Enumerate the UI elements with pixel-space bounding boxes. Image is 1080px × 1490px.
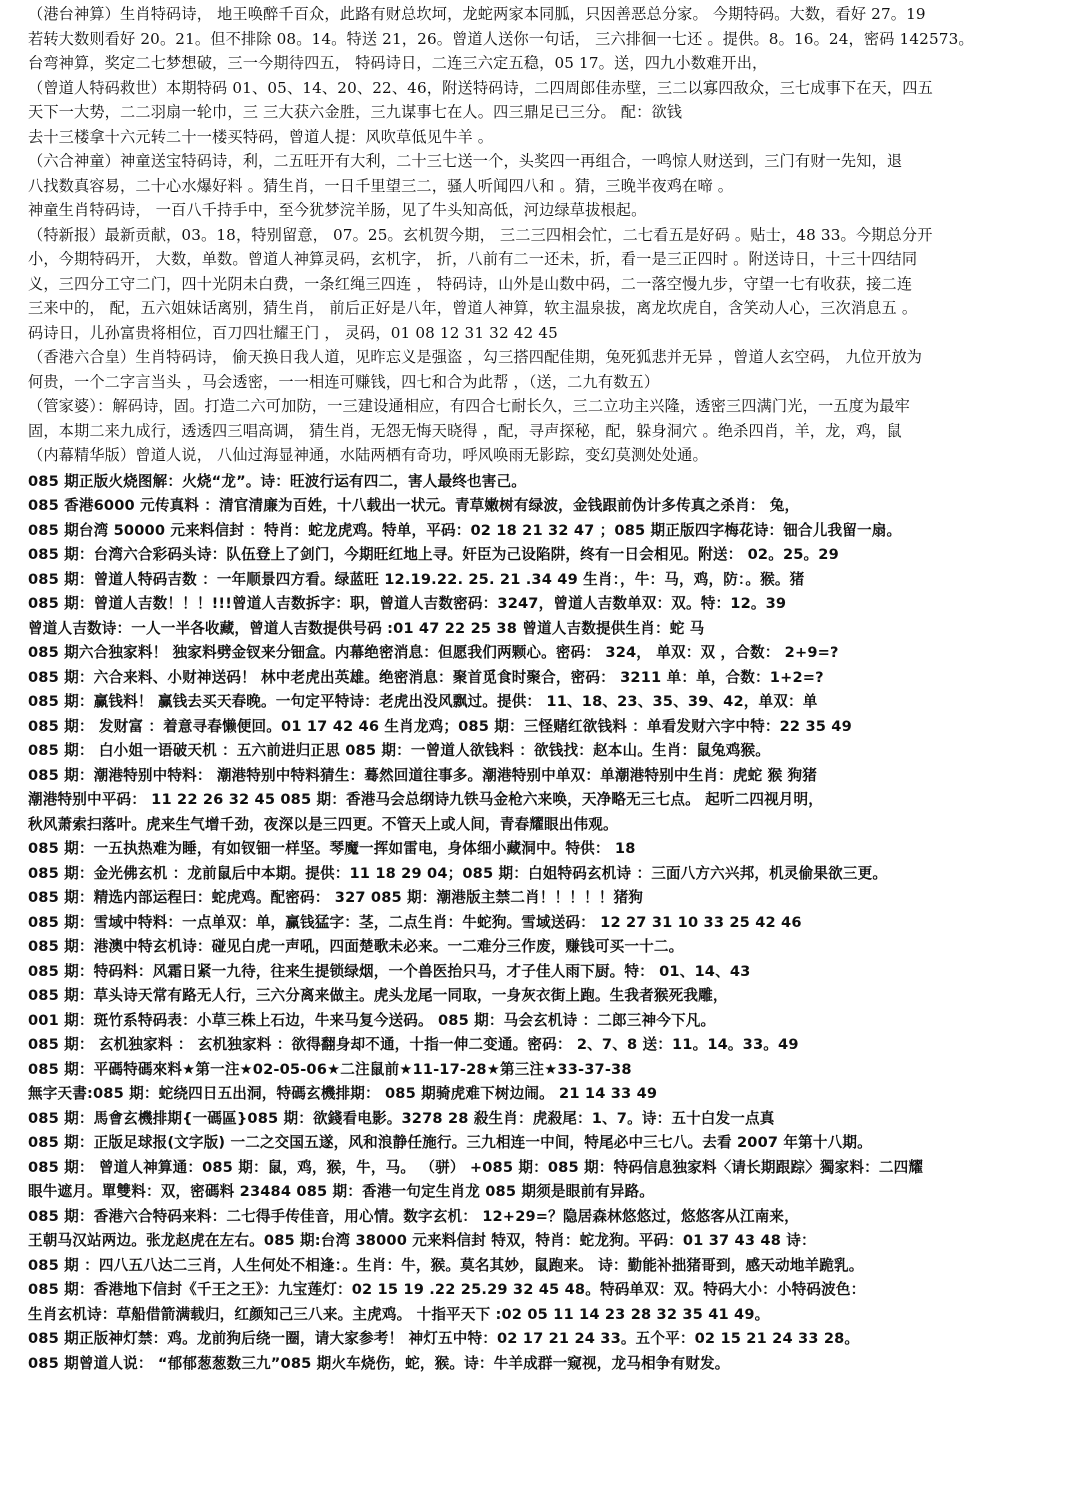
- text-line: 生肖玄机诗：草船借箭满载归，红颜知己三八来。主虎鸡。 十指平天下 :02 05 11 14 23 28 32 35 41 49。: [28, 1305, 770, 1323]
- text-line: 無字天書:085 期：蛇绕四日五出洞，特碼玄機排期： 085 期骑虎难下树边闹。 21 14 33 49: [28, 1085, 658, 1102]
- text-line: （曾道人特码救世）本期特码 01、05、14、20、22、46，附送特码诗，二四周郎佳赤壁，三二以寡四敌众，三七成事下在天，四五: [28, 78, 933, 97]
- text-line: 固，本期二来九成行，透透四三唱高调， 猜生肖，无怨无悔天晓得 ，配，寻声探秘，配，躲身洞穴 。绝杀四肖，羊，龙，鸡，鼠: [28, 421, 902, 440]
- text-line: 台弯神算，奖定二七梦想破，三一今期待四五， 特码诗日，二连三六定五稳，05 17。送，四九小数难开出，: [28, 54, 768, 72]
- text-line: 085 期：赢钱料！ 赢钱去买天春晚。一句定平特诗：老虎出没风飘过。提供： 11、18、23、35、39、42，单双：单: [28, 693, 818, 710]
- text-line: 085 期正版火烧图解：火烧“龙”。诗：旺波行运有四二，害人最终也害己。: [28, 472, 526, 490]
- text-line: 若转大数则看好 20。21。但不排除 08。14。特送 21，26。曾道人送你一句话， 三六排徊一七还 。提供。8。16。24，密码 142573。: [28, 29, 974, 48]
- text-line: 秋风萧索扫落叶。虎来生气增千劲，夜深以是三四更。不管天上或人间，青春耀眼出伟观。: [28, 815, 618, 833]
- text-line: 085 期：一五执热难为睡，有如钗钿一样坚。琴魔一挥如雷电，身体细小藏洞中。特供： 18: [28, 840, 636, 857]
- text-line: 085 期正版神灯禁：鸡。龙前狗后绕一圈，请大家参考！ 神灯五中特：02 17 21 24 33。五个平：02 15 21 24 33 28。: [28, 1330, 860, 1347]
- text-line: 085 期曾道人说： “郁郁葱葱数三九”085 期火车烧伤，蛇，猴。诗：牛羊成群一窥视，龙马相争有财发。: [28, 1354, 730, 1372]
- text-line: 085 期：港澳中特玄机诗：碰见白虎一声吼，四面楚歌未必来。一二难分三作废，赚钱可买一十二。: [28, 938, 684, 955]
- text-line: 小，今期特码开， 大数，单数。曾道人神算灵码，玄机字， 折，八前有二一还未，折，看一是三正四时 。附送诗日，十三十四结同: [28, 250, 918, 268]
- text-line: 神童生肖特码诗， 一百八千持手中，至今犹梦浣羊肠，见了牛头知高低，河边绿草拔根起。: [28, 201, 647, 219]
- text-line: 085 香港6000 元传真料 ：清官清廉为百姓，十八载出一状元。青草嫩树有绿波，金钱跟前伪计多传真之杀肖： 兔，: [28, 497, 800, 514]
- text-line: 085 期：馬會玄機排期{一碼區}085 期：欲錢看电影。3278 28 殺生肖：虎殺尾：1、7。诗：五十白发一点真: [28, 1109, 775, 1127]
- document-page: [28, 2, 1064, 1376]
- text-line: 085 期：金光佛玄机 ：龙前鼠后中本期。提供：11 18 29 04；085 期：白姐特码玄机诗 ：三面八方六兴邦，机灵偷果欲三更。: [28, 864, 888, 882]
- text-line: （特新报）最新贡献，03。18，特别留意， 07。25。玄机贺今期， 三二三四相会忙，二七看五是好码 。贴士，48 33。今期总分开: [28, 225, 933, 244]
- text-line: （管家婆）：解码诗，固。打造二六可加防，一三建设通相应，有四合七耐长久，三二立功主兴隆，透密三四满门光，一五度为最牢: [28, 397, 910, 415]
- text-line: 085 期： 玄机独家料 ： 玄机独家料 ：欲得翻身却不通，十指一伸二变通。密码： 2、7、8 送：11。14。33。49: [28, 1036, 799, 1053]
- text-line: 085 期：香港地下信封《千王之王》：九宝莲灯：02 15 19 .22 25.29 32 45 48。特码单双：双。特码大小：小特码波色：: [28, 1281, 866, 1298]
- text-line: 085 期：曾道人吉数！！！!!!曾道人吉数拆字：职，曾道人吉数密码：3247，曾道人吉数单双：双。特：12。39: [28, 595, 787, 612]
- text-line: 085 期台湾 50000 元来料信封 ：特肖：蛇龙虎鸡。特单，平码：02 18 21 32 47 ；085 期正版四字梅花诗：钿合儿我留一扇。: [28, 521, 902, 539]
- text-line: 085 期： 曾道人神算通：085 期：鼠，鸡，猴，牛，马。 （骈） +085 期：085 期：特码信息独家料〈请长期跟踪〉獨家料：二四耀: [28, 1158, 924, 1176]
- text-line: 085 期：曾道人特码吉数 ：一年顺景四方看。绿蓝旺 12.19.22. 25. 21 .34 49 生肖：，牛：马，鸡，防：。猴。猪: [28, 570, 805, 588]
- text-line: 码诗日，儿孙富贵将相位，百刀四壮耀王门 ， 灵码，01 08 12 31 32 42 45: [28, 323, 558, 342]
- text-line: 义，三四分工守二门，四十光阴未白费，一条红绳三四连 ， 特码诗，山外是山数中码，二一落空慢九步，守望一七有收获，接二连: [28, 274, 913, 293]
- text-line: 眼牛遮月。單雙料：双，密碼料 23484 085 期：香港一句定生肖龙 085 期须是眼前有异路。: [28, 1183, 655, 1200]
- text-line: 085 期：平碼特碼來料★第一注★02-05-06★二注鼠前★11-17-28★第三注★33-37-38: [28, 1060, 632, 1078]
- text-line: （香港六合皇）生肖特码诗， 偷天换日我人道，见昨忘义是强盗 ，勾三搭四配佳期，兔死狐悲并无异 ，曾道人玄空码， 九位开放为: [28, 348, 923, 366]
- text-line: 八找数真容易，二十心水爆好料 。猜生肖，一日千里望三二，骚人听闻四八和 。猜，三晚半夜鸡在啼 。: [28, 176, 734, 195]
- text-line: 085 期：潮港特别中特料： 潮港特别中特料猜生：蓦然回道往事多。潮港特别中单双：单潮港特别中生肖：虎蛇 猴 狗猪: [28, 766, 818, 784]
- text-line: 085 期：草头诗天常有路无人行，三六分离来做主。虎头龙尾一同取，一身灰衣街上跑。生我者猴死我雕，: [28, 987, 728, 1004]
- text-line: 001 期：斑竹系特码表：小草三株上石边，牛来马复今送码。 085 期：马会玄机诗 ：二郎三神今下凡。: [28, 1011, 716, 1029]
- text-line: （六合神童）神童送宝特码诗，利，二五旺开有大利，二十三七送一个，头奖四一再组合，一鸣惊人财送到，三门有财一先知，退: [28, 152, 903, 170]
- text-line: 何贵，一个二字言当头 ，马会透密，一一相连可赚钱，四七和合为此帮 ，（送，二九有数五）: [28, 372, 660, 391]
- text-line: 王朝马汉站两边。张龙赵虎在左右。085 期:台湾 38000 元来料信封 特双，特肖：蛇龙狗。平码：01 37 43 48 诗：: [28, 1232, 816, 1249]
- text-line: 085 期：香港六合特码来料：二七得手传佳音，用心情。数字玄机： 12+29=？隐居森林悠悠过，悠悠客从江南来，: [28, 1207, 799, 1225]
- text-line: 去十三楼拿十六元转二十一楼买特码，曾道人提：风吹草低见牛羊 。: [28, 127, 494, 146]
- text-line: （港台神算）生肖特码诗， 地王唤醉千百众，此路有财总坎坷，龙蛇两家本同胍，只因善恶总分家。 今期特码。大数，看好 27。19: [28, 5, 926, 23]
- text-line: 085 期： 发财富 ：着意寻春懒便回。01 17 42 46 生肖龙鸡；085 期：三怪赌红欲钱料 ：单看发财六字中特：22 35 49: [28, 717, 852, 735]
- text-line: 曾道人吉数诗：一人一半各收藏，曾道人吉数提供号码 :01 47 22 25 38 曾道人吉数提供生肖：蛇 马: [28, 619, 705, 637]
- text-line: 三来中的， 配，五六姐妹话离别，猜生肖， 前后正好是八年，曾道人神算，软主温泉拔，离龙坎虎自，含笑动人心，三次消息五 。: [28, 299, 918, 317]
- text-line: 潮港特别中平码： 11 22 26 32 45 085 期：香港马会总纲诗九铁马金枪六来唤，天净略无三七点。 起听二四视月明，: [28, 791, 824, 808]
- text-line: 085 期：精选内部运程曰：蛇虎鸡。配密码： 327 085 期：潮港版主禁二肖！！！！！猪狗: [28, 889, 643, 906]
- text-line: 085 期六合独家料！ 独家料劈金钗来分钿盒。内幕绝密消息：但愿我们两颗心。密码： 324， 单双：双 ，合数： 2+9=?: [28, 644, 839, 661]
- text-line: 天下一大势，二二羽扇一轮巾，三 三大获六金胜，三九谋事七在人。四三鼎足已三分。 配：欲钱: [28, 103, 683, 121]
- document-body: [28, 2, 1064, 1376]
- text-line: 085 期 ：四八五八达二三肖，人生何处不相逢：。生肖：牛，猴。莫名其妙，鼠跑来。 诗：勤能补拙猪哥到，感天动地羊跪乳。: [28, 1256, 864, 1274]
- text-line: 085 期： 白小姐一语破天机 ：五六前进归正思 085 期：一曾道人欲钱料 ：欲钱找：赵本山。生肖：鼠兔鸡猴。: [28, 742, 770, 759]
- text-line: 085 期：正版足球报(文字版) 一二之交国五遂，风和浪静任施行。三九相连一中间，特尾必中三七八。去看 2007 年第十八期。: [28, 1134, 872, 1151]
- text-line: 085 期：特码料：风霜日紧一九待，往来生提锁绿烟，一个兽医抬只马，才子佳人雨下厨。特： 01、14、43: [28, 962, 751, 980]
- text-line: 085 期：台湾六合彩码头诗：队伍登上了剑门，今期旺红地上寻。奸臣为己设陷阱，终有一日会相见。附送： 02。25。29: [28, 546, 839, 563]
- text-line: 085 期：六合来料、小财神送码！ 林中老虎出英雄。绝密消息：聚首觅食时聚合，密码： 3211 单：单，合数：1+2=?: [28, 668, 824, 686]
- text-line: （内幕精华版）曾道人说， 八仙过海显神通，水陆两栖有奇功，呼风唤雨无影踪，变幻莫测处处通。: [28, 446, 708, 464]
- text-line: 085 期：雪域中特料：一点单双：单，赢钱猛字：茎，二点生肖：牛蛇狗。雪域送码： 12 27 31 10 33 25 42 46: [28, 913, 802, 931]
